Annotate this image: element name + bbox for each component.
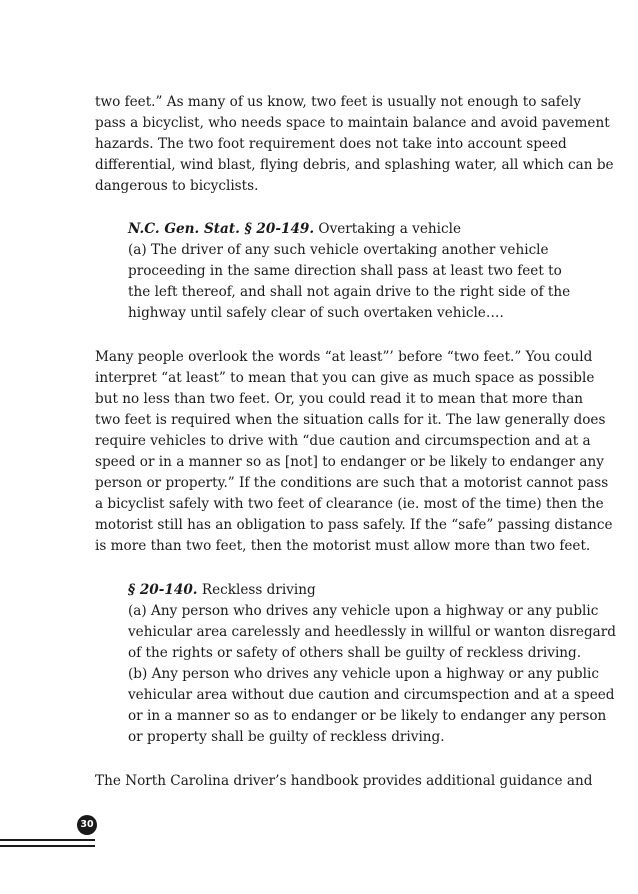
text-line: two feet is required when the situation calls for it. The law generally does — [95, 412, 606, 428]
text-line: interpret “at least” to mean that you can give as much space as possible — [95, 370, 595, 386]
text-line: the left thereof, and shall not again drive to the right side of the — [128, 284, 571, 300]
statute-heading — [128, 219, 461, 239]
statute-citation: § 20-140. — [128, 582, 198, 598]
text-line: of the rights or safety of others shall be guilty of reckless driving. — [128, 645, 582, 661]
text-line: vehicular area without due caution and circumspection and at a speed — [128, 687, 615, 703]
footer-rule-bottom — [0, 845, 95, 847]
text-line: pass a bicyclist, who needs space to maintain balance and avoid pavement — [95, 115, 610, 131]
text-line: highway until safely clear of such overtaken vehicle…. — [128, 305, 504, 321]
text-line: proceeding in the same direction shall pass at least two feet to — [128, 263, 562, 279]
text-line: a bicyclist safely with two feet of clearance (ie. most of the time) then the — [95, 496, 604, 512]
statute-citation: N.C. Gen. Stat. § 20-149. — [128, 221, 315, 237]
text-line: require vehicles to drive with “due caution and circumspection and at a — [95, 433, 591, 449]
text-line: The North Carolina driver’s handbook provides additional guidance and — [95, 773, 593, 789]
text-line: person or property.” If the conditions are such that a motorist cannot pass — [95, 475, 609, 491]
text-line: dangerous to bicyclists. — [95, 178, 259, 194]
text-line: or in a manner so as to endanger or be likely to endanger any person — [128, 708, 607, 724]
text-line: (a) Any person who drives any vehicle upon a highway or any public — [128, 603, 599, 619]
statute-title: Overtaking a vehicle — [314, 221, 461, 237]
text-line: (a) The driver of any such vehicle overtaking another vehicle — [128, 242, 549, 258]
text-line: vehicular area carelessly and heedlessly in willful or wanton disregard — [128, 624, 616, 640]
text-line: is more than two feet, then the motorist must allow more than two feet. — [95, 538, 591, 554]
statute-title: Reckless driving — [197, 582, 316, 598]
text-line: Many people overlook the words “at least”’ before “two feet.” You could — [95, 349, 593, 365]
statute-heading — [128, 580, 316, 600]
text-line: hazards. The two foot requirement does not take into account speed — [95, 136, 567, 152]
page-number-badge: 30 — [77, 815, 97, 835]
text-line: motorist still has an obligation to pass safely. If the “safe” passing distance — [95, 517, 613, 533]
text-line: speed or in a manner so as [not] to endanger or be likely to endanger any — [95, 454, 604, 470]
text-line: differential, wind blast, flying debris, and splashing water, all which can be — [95, 157, 614, 173]
text-line: but no less than two feet. Or, you could read it to mean that more than — [95, 391, 584, 407]
text-line: two feet.” As many of us know, two feet is usually not enough to safely — [95, 94, 581, 110]
text-line: or property shall be guilty of reckless driving. — [128, 729, 445, 745]
footer-rule-top — [0, 839, 95, 841]
text-line: (b) Any person who drives any vehicle upon a highway or any public — [128, 666, 599, 682]
